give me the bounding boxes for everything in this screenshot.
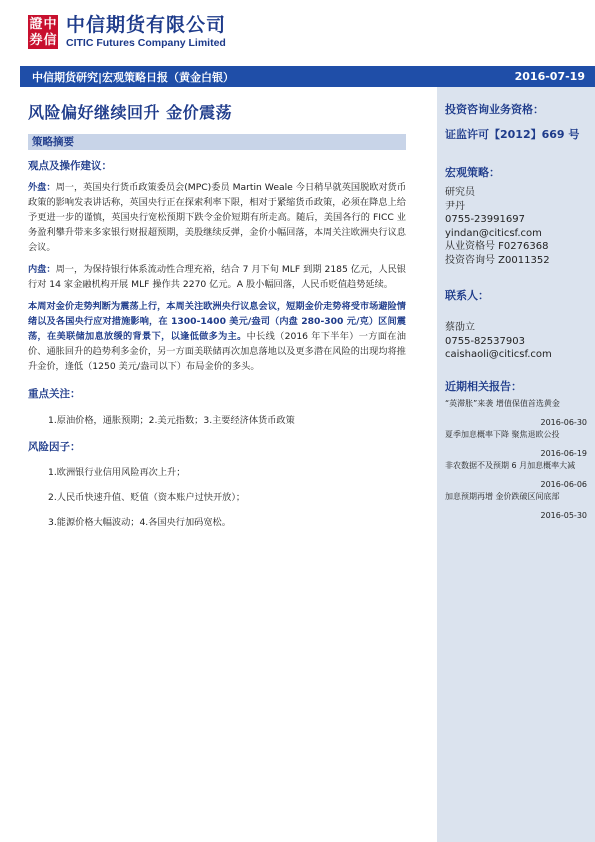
domestic-paragraph: 内盘：周一，为保持银行体系流动性合理充裕，结合 7 月下旬 MLF 到期 2185 亿元，人民银行对 14 家金融机构开展 MLF 操作共 2270 亿元。A 股小幅回落，人民币贬值趋势延续。 bbox=[28, 264, 406, 290]
strategy-summary-bar: 策略摘要 bbox=[28, 134, 406, 150]
report-banner bbox=[20, 66, 595, 87]
risk-heading: 风险因子： bbox=[28, 441, 81, 453]
overseas-paragraph: 外盘：周一，英国央行货币政策委员会(MPC)委员 Martin Weale 今日稍早就英国脱欧对货币政策的影响发表讲话称，英国央行正在探索利率下限，相对于紧缩货币政策，必须在降息上给予更进一步的谨慎，英国央行宽松预期下跌令金价短期有所走高。随后，美国各行的 FICC 业务盈利攀升带来多家银行财报超预期，美股继续反弹，金价小幅回落，本周关注欧洲央行议息会议。 bbox=[28, 182, 407, 253]
contact-line: 0755-82537903 bbox=[445, 335, 525, 347]
sidebar bbox=[437, 87, 595, 842]
report-title: 风险偏好继续回升 金价震荡 bbox=[28, 103, 233, 122]
report-link[interactable]: 夏季加息概率下降 聚焦退欧公投 bbox=[445, 429, 560, 439]
report-date: 2016-06-19 bbox=[540, 449, 587, 458]
macro-line: 投资咨询号 Z0011352 bbox=[445, 254, 550, 266]
macro-title: 宏观策略： bbox=[445, 166, 500, 179]
company-name-cn: 中信期货有限公司 bbox=[66, 14, 227, 36]
risk-item: 2.人民币快速升值、贬值（资本账户过快开放）； bbox=[48, 492, 246, 503]
contact-line: 蔡劭立 bbox=[445, 322, 475, 333]
contact-email[interactable]: caishaoli@citicsf.com bbox=[445, 349, 552, 360]
risk-item: 3.能源价格大幅波动；4.各国央行加码宽松。 bbox=[48, 517, 231, 528]
macro-line: 研究员 bbox=[445, 187, 475, 198]
banner-date: 2016-07-19 bbox=[514, 70, 585, 83]
domestic-lead: 内盘： bbox=[28, 264, 56, 275]
macro-email[interactable]: yindan@citicsf.com bbox=[445, 227, 542, 239]
macro-line: 尹丹 bbox=[445, 200, 465, 212]
logo-seal-icon: 證 中 券 信 bbox=[29, 16, 57, 48]
outlook-paragraph: 本周对金价走势判断为震荡上行，本周关注欧洲央行议息会议，短期金价走势将受市场避险情绪以及各国央行应对措施影响，在 1300-1400 美元/盎司（内盘 280-300 元/克）区间震荡，在美联储加息放缓的背景下，以逢低做多为主。中长线（2016 年下半年）一方面在油价、通胀回升的趋势利多金价，另一方面美联储再次加息落地以及更多潜在风险的出现均将推升金价，逢低（1250 美元/盎司以下）布局金价的多头。 bbox=[28, 301, 406, 372]
contact-title: 联系人： bbox=[445, 289, 489, 302]
company-name-en: CITIC Futures Company Limited bbox=[66, 37, 226, 49]
risk-item: 1.欧洲银行业信用风险再次上升； bbox=[48, 467, 186, 478]
banner-title: 中信期货研究|宏观策略日报（黄金白银） bbox=[32, 70, 235, 84]
report-link[interactable]: “英滞胀”来袭 增值保值首选黄金 bbox=[445, 398, 560, 408]
macro-line: 从业资格号 F0276368 bbox=[445, 241, 549, 252]
license-number: 证监许可【2012】669 号 bbox=[445, 128, 580, 141]
license-title: 投资咨询业务资格： bbox=[445, 103, 544, 116]
report-link[interactable]: 非农数据不及预期 6 月加息概率大减 bbox=[445, 460, 576, 470]
reports-title: 近期相关报告： bbox=[445, 379, 522, 393]
overseas-lead: 外盘： bbox=[28, 182, 56, 193]
view-heading: 观点及操作建议： bbox=[28, 160, 112, 172]
report-date: 2016-06-06 bbox=[540, 480, 587, 489]
company-logo bbox=[28, 12, 226, 52]
main-content bbox=[28, 100, 428, 529]
macro-line: 0755-23991697 bbox=[445, 214, 525, 225]
focus-items: 1.原油价格，通胀预期；2.美元指数；3.主要经济体货币政策 bbox=[48, 415, 295, 426]
outlook-bold: 本周对金价走势判断为震荡上行，本周关注欧洲央行议息会议，短期金价走势将受市场避险情绪以及各国央行应对措施影响，在 1300-1400 美元/盎司（内盘 280-300 元/克）区间震荡，在美联储加息放缓的背景下，以逢低做多为主。 bbox=[28, 301, 406, 342]
focus-heading: 重点关注： bbox=[28, 388, 81, 400]
report-date: 2016-05-30 bbox=[540, 511, 587, 520]
report-link[interactable]: 加息预期再增 金价跌破区间底部 bbox=[445, 491, 560, 501]
report-date: 2016-06-30 bbox=[540, 418, 587, 427]
